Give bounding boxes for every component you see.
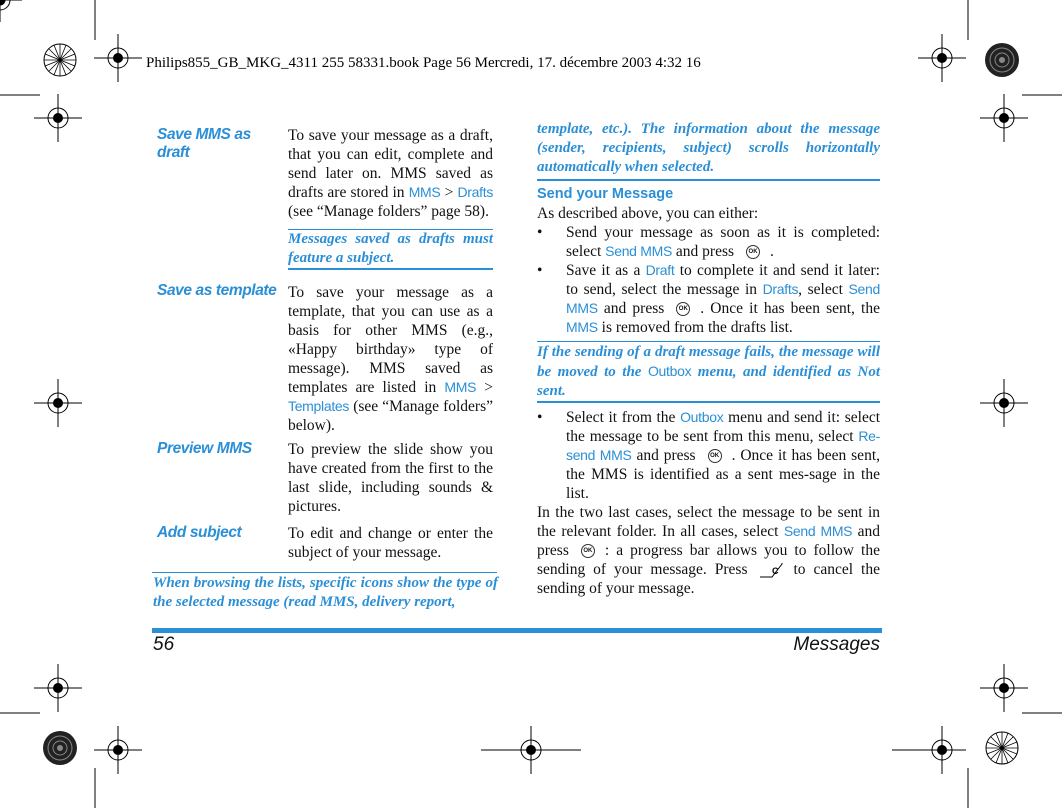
desc-save-as-template: [288, 283, 493, 435]
para-text: : a progress bar allows you to follow the sending of your message. Press: [537, 542, 880, 578]
resend-list: [537, 408, 880, 503]
ok-key-icon: OK: [708, 449, 722, 463]
desc-preview-mms: To preview the slide show you have created from the first to the last slide, including sounds & pictures.: [288, 441, 493, 515]
ok-key-icon: OK: [746, 245, 760, 259]
item-text: Send your message as soon as it is completed: select: [566, 224, 880, 260]
list-item: [537, 223, 880, 261]
item-text: . Once it has been sent, the: [700, 300, 880, 317]
menu-separator: >: [444, 184, 454, 201]
ok-key-icon: OK: [581, 544, 595, 558]
para-text: to cancel the sending of your message.: [537, 561, 880, 597]
c-key-label: C: [771, 566, 778, 577]
section-heading: Send your Message: [537, 186, 674, 202]
menu-separator: >: [484, 379, 493, 396]
term-preview-mms: Preview MMS: [157, 440, 252, 457]
desc-add-subject: To edit and change or enter the subject of your message.: [288, 525, 493, 561]
term-save-mms-as-draft: Save MMS as draft: [157, 126, 251, 161]
desc-text: To save your message as a draft, that you can edit, complete and send later on. MMS saved as drafts are stored in: [288, 127, 493, 201]
para-text: and press: [537, 523, 880, 559]
item-text: . Once it has been sent, the MMS is identified as a sent mes-sage in the list.: [566, 447, 880, 502]
menu-mms-link: MMS: [444, 379, 477, 395]
divider: [537, 341, 880, 342]
note-browsing-icons-cont: template, etc.). The information about the message (sender, recipients, subject) scrolls horizontally automatically when selected.: [537, 121, 880, 175]
menu-draft-link: Draft: [645, 262, 675, 278]
desc-save-mms-as-draft: [288, 126, 493, 221]
menu-templates-link: Templates: [288, 398, 350, 414]
section-title: Messages: [793, 634, 880, 655]
desc-text: (see “Manage folders” below).: [288, 398, 493, 434]
term-save-as-template: Save as template: [157, 282, 277, 299]
menu-send-mms-link: Send MMS: [566, 281, 881, 316]
divider: [288, 268, 493, 270]
divider: [537, 179, 880, 181]
item-text: to complete it and send it later: to send, select the message in: [566, 262, 880, 298]
menu-outbox-link: Outbox: [647, 363, 692, 379]
resend-body: [537, 408, 880, 598]
footer-rule: [152, 628, 882, 633]
menu-send-mms-link: Send MMS: [605, 243, 673, 259]
menu-outbox-link: Outbox: [680, 409, 724, 425]
desc-text: (see “Manage folders” page 58).: [288, 203, 489, 220]
c-key-icon: [758, 562, 784, 578]
print-header: Philips855_GB_MKG_4311 255 58331.book Page 56 Mercredi, 17. décembre 2003 4:32 16: [146, 55, 701, 71]
note-drafts-subject: Messages saved as drafts must feature a subject.: [288, 231, 493, 266]
menu-resend-mms-link: Re-send MMS: [566, 428, 881, 463]
item-text: and press: [675, 243, 735, 260]
para-text: In the two last cases, select the message to be sent in the relevant folder. In all cases, select: [537, 504, 880, 540]
note-text: If the sending of a draft message fails, the message will be moved to the: [537, 344, 880, 380]
item-text: is removed from the drafts list.: [601, 319, 793, 336]
item-text: menu and send it: select the message to be sent from this menu, select: [566, 409, 881, 445]
term-add-subject: Add subject: [157, 524, 242, 541]
send-body: [537, 204, 880, 337]
note-browsing-icons: When browsing the lists, specific icons show the type of the selected message (read MMS, delivery report,: [153, 575, 498, 610]
item-text: and press: [636, 447, 696, 464]
ok-key-icon: OK: [676, 302, 690, 316]
note-text: menu, and identified as Not sent.: [537, 364, 881, 399]
item-text: , select: [798, 281, 843, 298]
desc-text: To save your message as a template, that you can use as a basis for other MMS (e.g., «Happy birthday» type of message). MMS saved as templates are listed in: [288, 284, 493, 396]
send-options-list: [537, 223, 880, 337]
divider: [537, 401, 880, 403]
menu-drafts-link: Drafts: [762, 281, 799, 297]
list-item: [537, 261, 880, 337]
list-item: [537, 408, 880, 503]
item-text: .: [770, 243, 774, 260]
page-number: 56: [153, 634, 175, 655]
menu-drafts-link: Drafts: [457, 184, 494, 200]
menu-send-mms-link: Send MMS: [783, 523, 853, 539]
item-text: and press: [603, 300, 665, 317]
closing-paragraph: [537, 503, 880, 598]
note-draft-fails: [537, 343, 880, 401]
intro-text: As described above, you can either:: [537, 205, 759, 222]
item-text: Select it from the: [566, 409, 676, 426]
item-text: Save it as a: [566, 262, 641, 279]
divider: [152, 572, 497, 573]
menu-mms-link: MMS: [566, 319, 598, 335]
menu-mms-link: MMS: [408, 184, 441, 200]
